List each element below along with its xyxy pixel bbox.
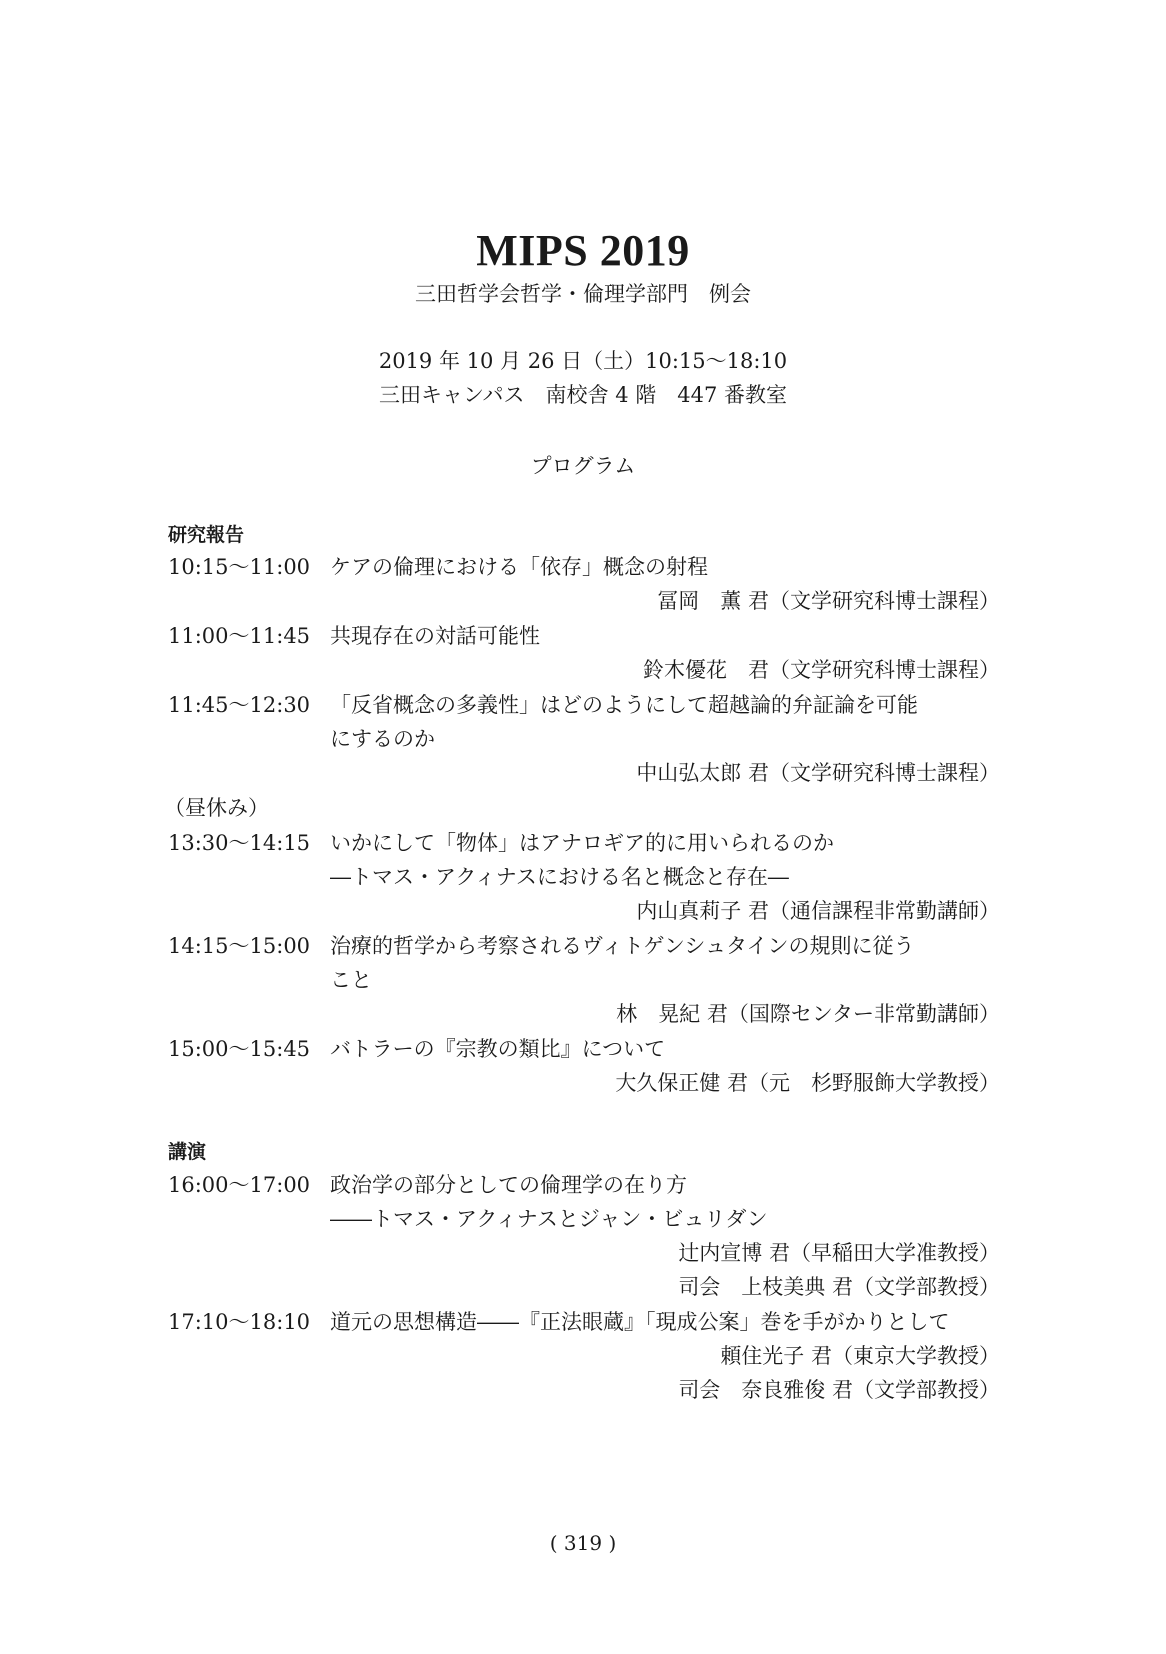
event-date: 2019 年 10 月 26 日（土）10:15～18:10: [378, 349, 788, 373]
event-venue: 三田キャンパス 南校舎 4 階 447 番教室: [379, 383, 787, 407]
session-title: いかにして「物体」はアナロギア的に用いられるのか: [330, 831, 834, 855]
session-speaker: 辻内宣博 君（早稲田大学准教授）: [678, 1241, 1000, 1265]
lunch-break: （昼休み）: [164, 796, 269, 820]
program-label: プログラム: [530, 454, 636, 478]
page-number: ( 319 ): [549, 1531, 617, 1555]
session-chair: 司会 奈良雅俊 君（文学部教授）: [678, 1378, 1000, 1402]
session-chair: 司会 上枝美典 君（文学部教授）: [678, 1275, 1000, 1299]
session-time: 10:15～11:00: [168, 555, 311, 579]
session-speaker: 鈴木優花 君（文学研究科博士課程）: [643, 658, 1000, 682]
session-title-continued: にするのか: [330, 727, 435, 751]
session-time: 15:00～15:45: [168, 1037, 311, 1061]
session-time: 13:30～14:15: [168, 831, 311, 855]
session-title: バトラーの『宗教の類比』について: [330, 1037, 666, 1061]
research-heading: 研究報告: [168, 524, 245, 546]
session-subtitle: ――トマス・アクィナスとジャン・ビュリダン: [330, 1207, 768, 1231]
session-time: 16:00～17:00: [168, 1173, 311, 1197]
session-time: 11:45～12:30: [168, 693, 311, 717]
subtitle: 三田哲学会哲学・倫理学部門 例会: [415, 282, 751, 306]
session-title: 治療的哲学から考察されるヴィトゲンシュタインの規則に従う: [330, 934, 915, 958]
session-title: 「反省概念の多義性」はどのようにして超越論的弁証論を可能: [330, 693, 918, 717]
session-title: 政治学の部分としての倫理学の在り方: [330, 1173, 687, 1197]
session-time: 17:10～18:10: [168, 1310, 311, 1334]
lectures-heading: 講演: [168, 1141, 207, 1163]
page-title: MIPS 2019: [476, 226, 690, 275]
session-speaker: 中山弘太郎 君（文学研究科博士課程）: [636, 761, 1000, 785]
session-speaker: 大久保正健 君（元 杉野服飾大学教授）: [615, 1071, 1000, 1095]
session-title: 共現存在の対話可能性: [330, 624, 540, 648]
session-speaker: 内山真莉子 君（通信課程非常勤講師）: [636, 899, 1000, 923]
session-speaker: 林 晃紀 君（国際センター非常勤講師）: [616, 1002, 1000, 1026]
session-time: 11:00～11:45: [168, 624, 311, 648]
session-time: 14:15～15:00: [168, 934, 311, 958]
session-title-continued: こと: [330, 968, 372, 992]
session-subtitle: ―トマス・アクィナスにおける名と概念と存在―: [330, 865, 789, 889]
session-title: ケアの倫理における「依存」概念の射程: [330, 555, 708, 579]
session-speaker: 頼住光子 君（東京大学教授）: [720, 1344, 1000, 1368]
session-title: 道元の思想構造――『正法眼蔵』「現成公案」巻を手がかりとして: [330, 1310, 950, 1334]
session-speaker: 冨岡 薫 君（文学研究科博士課程）: [657, 589, 1000, 613]
